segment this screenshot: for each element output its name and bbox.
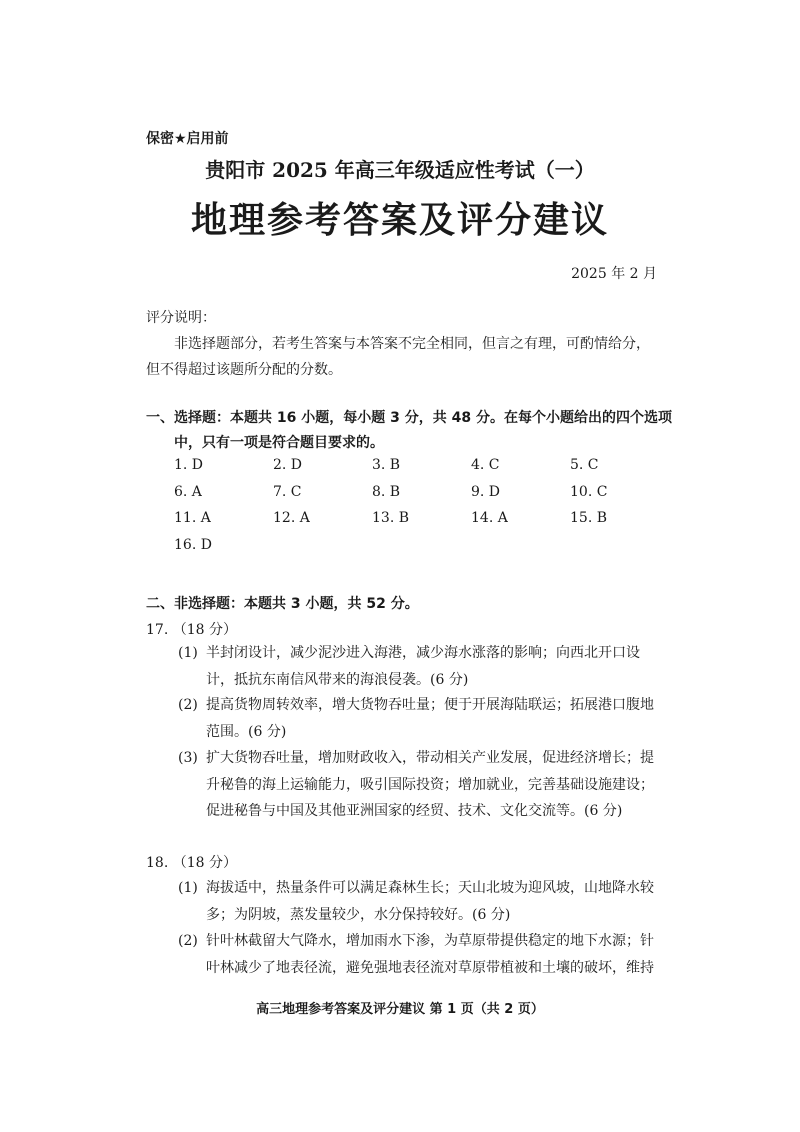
answer-item: 8. B [372,483,401,500]
answer-item: 3. B [372,457,401,473]
question-17-part-1 [178,640,662,693]
answer-item: 16. D [174,537,212,554]
answer-item: 6. A [174,483,202,500]
question-18-label: 18. （18 分） [146,855,237,871]
part-number: (2) [178,697,198,713]
answer-item: 7. C [273,483,302,500]
question-17-part-3 [178,745,662,825]
question-18-part-2 [178,928,662,981]
answer-item: 2. D [273,457,303,473]
answer-item: 9. D [471,483,501,500]
section-1-heading-cont: 中，只有一项是符合题目要求的。 [174,435,384,451]
answer-item: 12. A [273,510,310,527]
part-number: (2) [178,933,198,949]
part-text: 扩大货物吞吐量，增加财政收入，带动相关产业发展，促进经济增长；提升秘鲁的海上运输能力，吸引国际投资；增加就业，完善基础设施建设；促进秘鲁与中国及其他亚洲国家的经贸、技术、文化交流等。(6 分) [206,750,654,819]
answer-item: 5. C [570,457,599,473]
exam-title: 贵阳市 2025 年高三年级适应性考试（一） [205,158,595,182]
page-title: 地理参考答案及评分建议 [190,199,609,241]
page-footer: 高三地理参考答案及评分建议 第 1 页（共 2 页） [256,1002,544,1017]
question-18-part-1 [178,875,662,928]
part-number: (3) [178,750,198,766]
part-text: 半封闭设计，减少泥沙进入海港，减少海水涨落的影响；向西北开口设计，抵抗东南信风带来的海浪侵袭。(6 分) [206,645,640,688]
part-text: 针叶林截留大气降水，增加雨水下渗，为草原带提供稳定的地下水源；针叶林减少了地表径流，避免强地表径流对草原带植被和土壤的破坏，维持 [206,933,654,976]
confidential-label: 保密★启用前 [146,131,229,147]
document-date: 2025 年 2 月 [571,266,657,282]
answer-item: 13. B [372,510,410,527]
section-2-heading: 二、非选择题：本题共 3 小题，共 52 分。 [146,596,419,612]
answer-item: 14. A [471,510,508,527]
part-number: (1) [178,645,198,661]
part-text: 提高货物周转效率，增大货物吞吐量；便于开展海陆联运；拓展港口腹地范围。(6 分) [206,697,654,740]
part-text: 海拔适中，热量条件可以满足森林生长；天山北坡为迎风坡，山地降水较多；为阴坡，蒸发量较少，水分保持较好。(6 分) [206,880,654,923]
answer-item: 10. C [570,483,608,500]
answer-item: 15. B [570,510,608,527]
question-17-part-2 [178,692,662,745]
section-1-heading: 一、选择题：本题共 16 小题，每小题 3 分，共 48 分。在每个小题给出的四个选项 [146,410,672,426]
answer-item: 11. A [174,510,211,527]
scoring-notes-line-2: 但不得超过该题所分配的分数。 [146,362,342,378]
scoring-notes-heading: 评分说明： [146,310,216,326]
scoring-notes-line-1: 非选择题部分，若考生答案与本答案不完全相同，但言之有理，可酌情给分， [174,336,650,352]
question-17-label: 17. （18 分） [146,622,237,638]
part-number: (1) [178,880,198,896]
answer-item: 4. C [471,457,500,473]
answer-item: 1. D [174,457,204,473]
multiple-choice-answers [174,457,654,564]
